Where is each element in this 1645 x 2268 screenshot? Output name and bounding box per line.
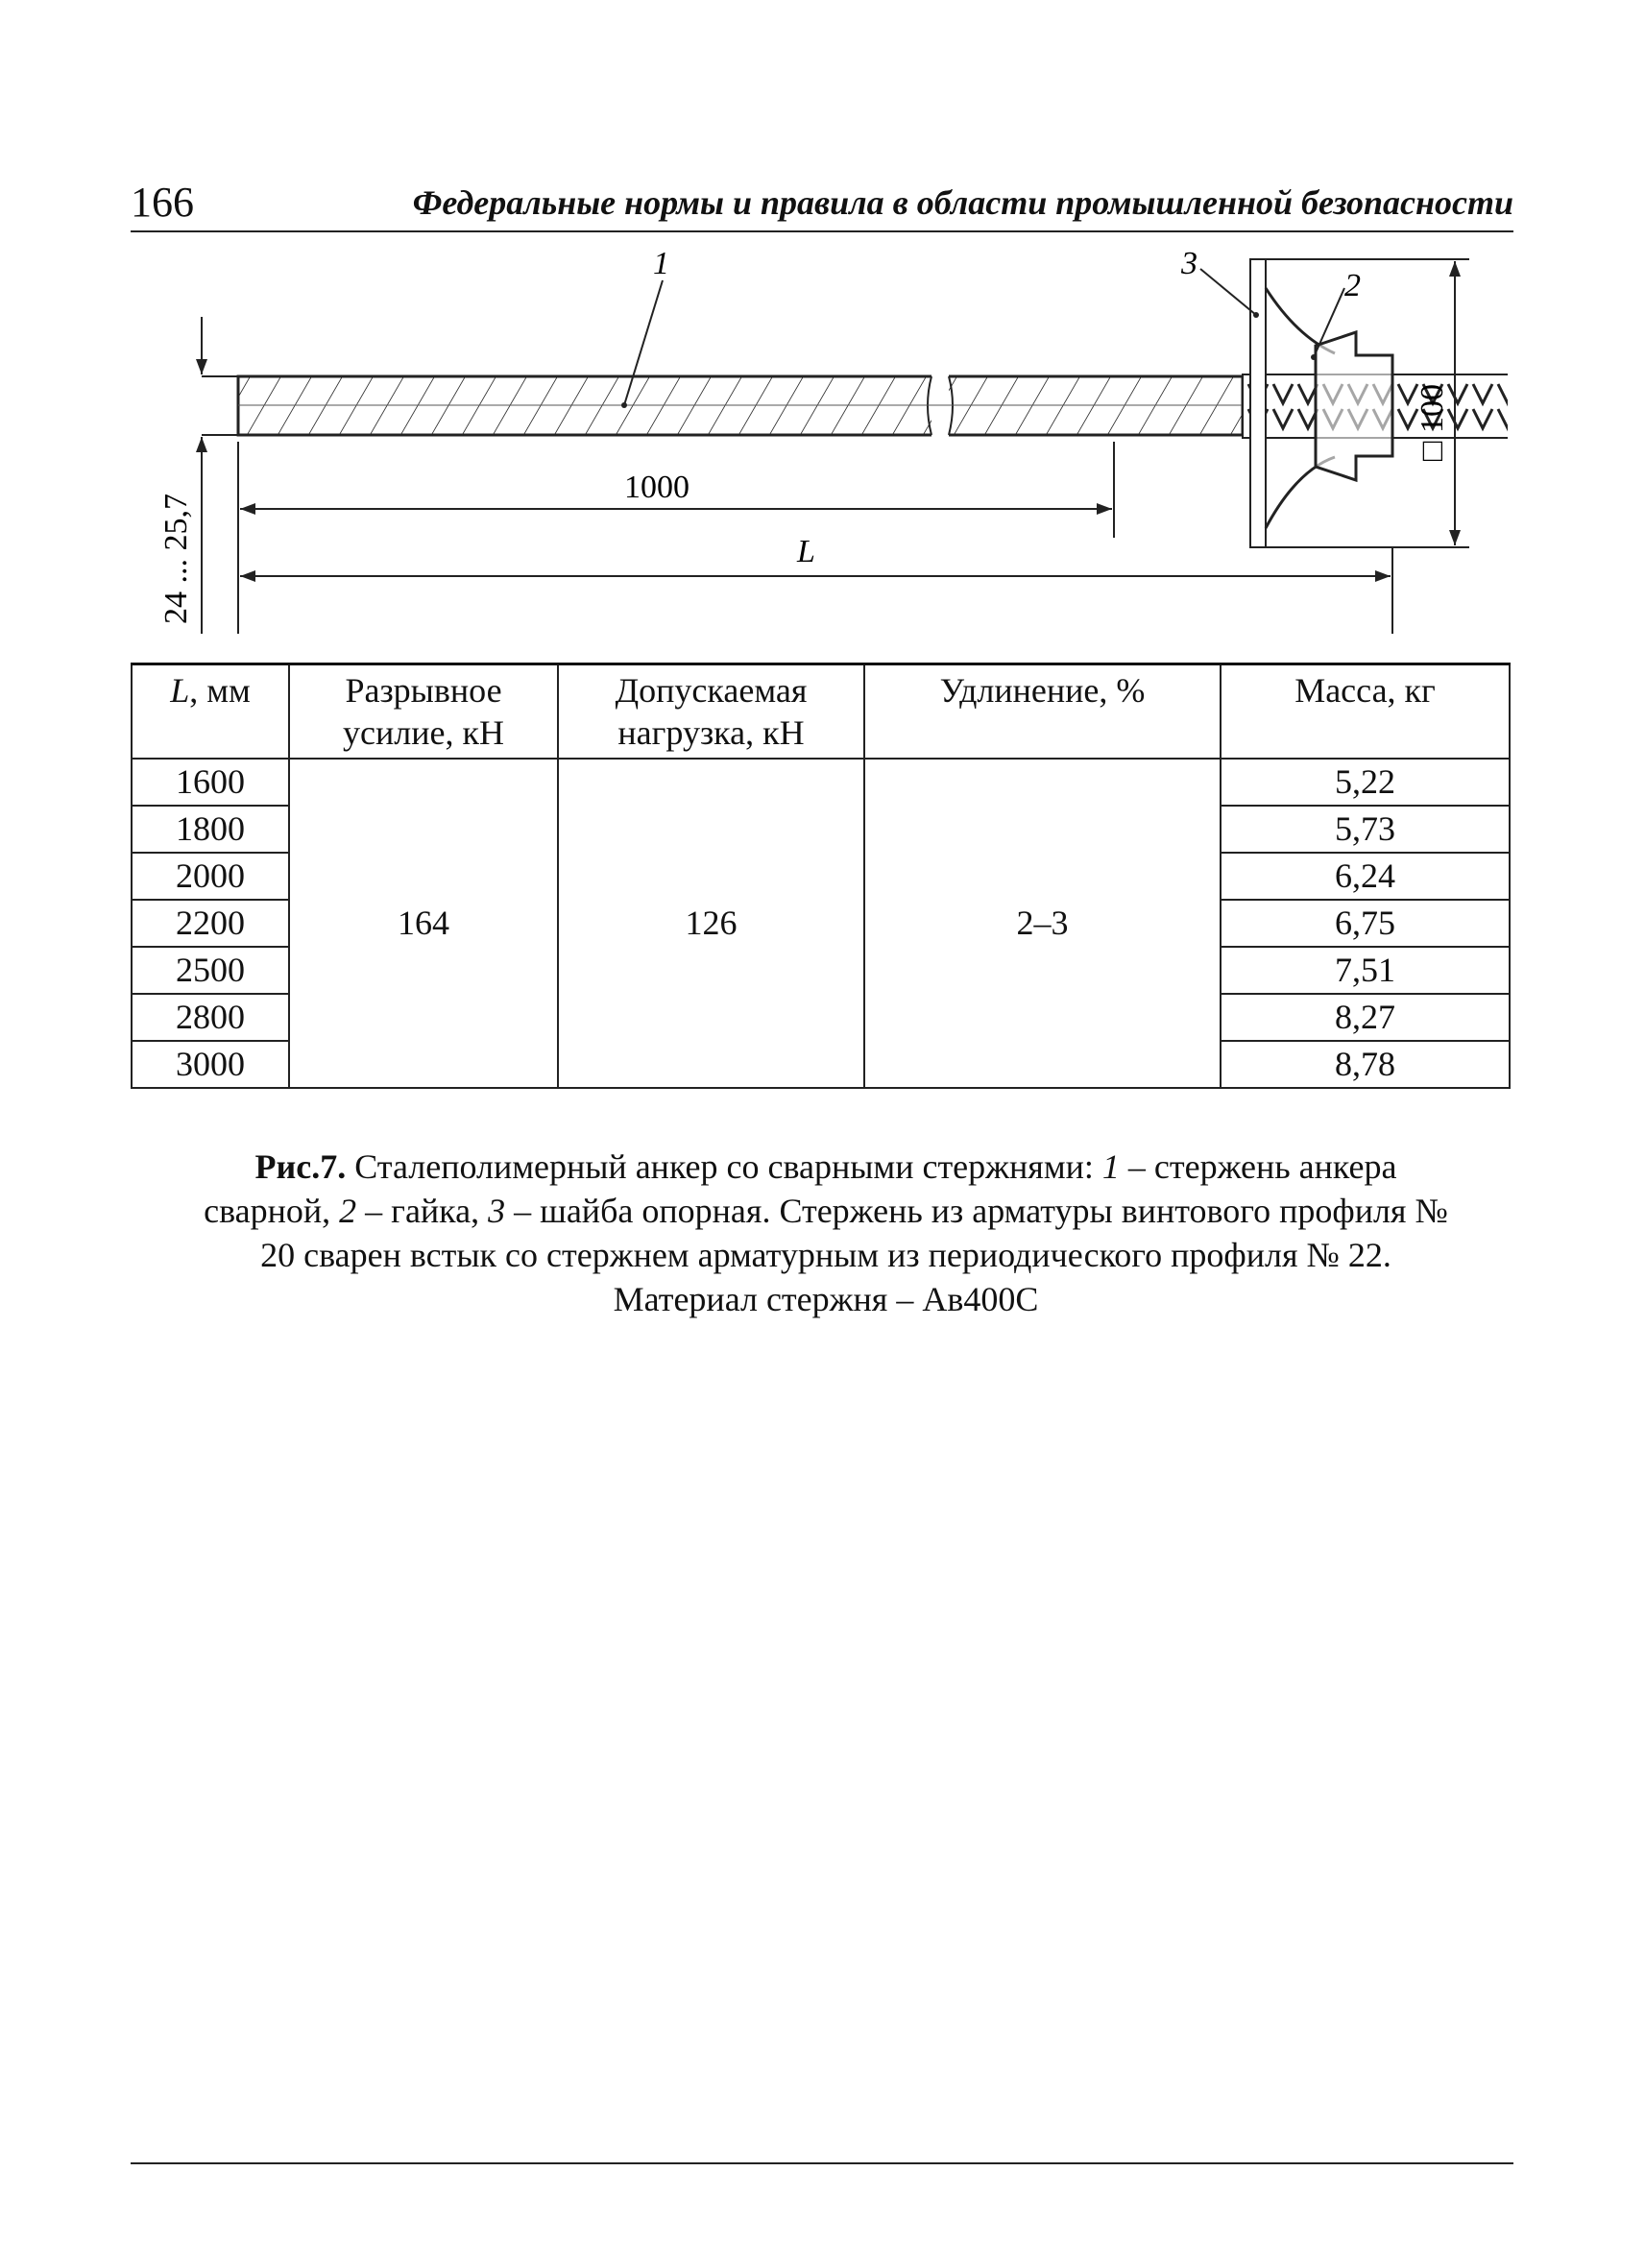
page-number: 166 [131, 179, 194, 226]
dim-washer: □ 100 [1415, 383, 1450, 461]
running-title: Федеральные нормы и правила в области промышленной безопасности [412, 183, 1513, 222]
allowable-load-cell: 126 [558, 759, 864, 1088]
figure-label: Рис.7. [254, 1147, 347, 1186]
mass-cell: 8,78 [1221, 1041, 1510, 1088]
breaking-force-cell: 164 [289, 759, 558, 1088]
nut [1316, 332, 1392, 480]
mass-cell: 5,22 [1221, 759, 1510, 806]
table-row [132, 759, 1510, 806]
anchor-rod [238, 374, 1243, 438]
header-breaking-force: Разрывное усилие, кН [289, 664, 558, 760]
mass-cell: 8,27 [1221, 994, 1510, 1041]
length-cell: 2800 [132, 994, 289, 1041]
mass-cell: 5,73 [1221, 806, 1510, 853]
header-length: L, мм [132, 664, 289, 760]
mass-cell: 6,75 [1221, 900, 1510, 947]
anchor-drawing [144, 240, 1508, 643]
length-cell: 3000 [132, 1041, 289, 1088]
label-washer: 3 [1181, 246, 1197, 281]
footer-rule [131, 2162, 1513, 2164]
header-mass: Масса, кг [1221, 664, 1510, 760]
length-cell: 2500 [132, 947, 289, 994]
elongation-cell: 2–3 [864, 759, 1221, 1088]
dimension-diameter [158, 317, 238, 634]
dim-1000: 1000 [624, 470, 689, 505]
header-elongation: Удлинение, % [864, 664, 1221, 760]
table-header-row [132, 664, 1510, 760]
dim-diameter: 24 ... 25,7 [158, 494, 194, 624]
anchor-spec-table [131, 663, 1511, 1089]
header-allowable-load: Допускаемая нагрузка, кН [558, 664, 864, 760]
length-cell: 2000 [132, 853, 289, 900]
page-header [131, 175, 1513, 232]
label-3 [1180, 246, 1259, 318]
label-rod: 1 [653, 246, 669, 281]
figure-caption: Рис.7. Сталеполимерный анкер со сварными стержнями: 1 – стержень анкера сварной, 2 – гайка, 3 – шайба опорная. Стержень из арматуры винтового профиля № 20 сварен встык со стержнем арматурным из периодического профиля № 22. Материал стержня – Ав400С [204, 1147, 1448, 1318]
label-nut: 2 [1344, 268, 1361, 303]
dimension-1000 [238, 442, 1114, 634]
mass-cell: 6,24 [1221, 853, 1510, 900]
dimension-L [240, 534, 1392, 634]
mass-cell: 7,51 [1221, 947, 1510, 994]
length-cell: 2200 [132, 900, 289, 947]
dim-L: L [797, 534, 815, 569]
length-cell: 1800 [132, 806, 289, 853]
length-cell: 1600 [132, 759, 289, 806]
